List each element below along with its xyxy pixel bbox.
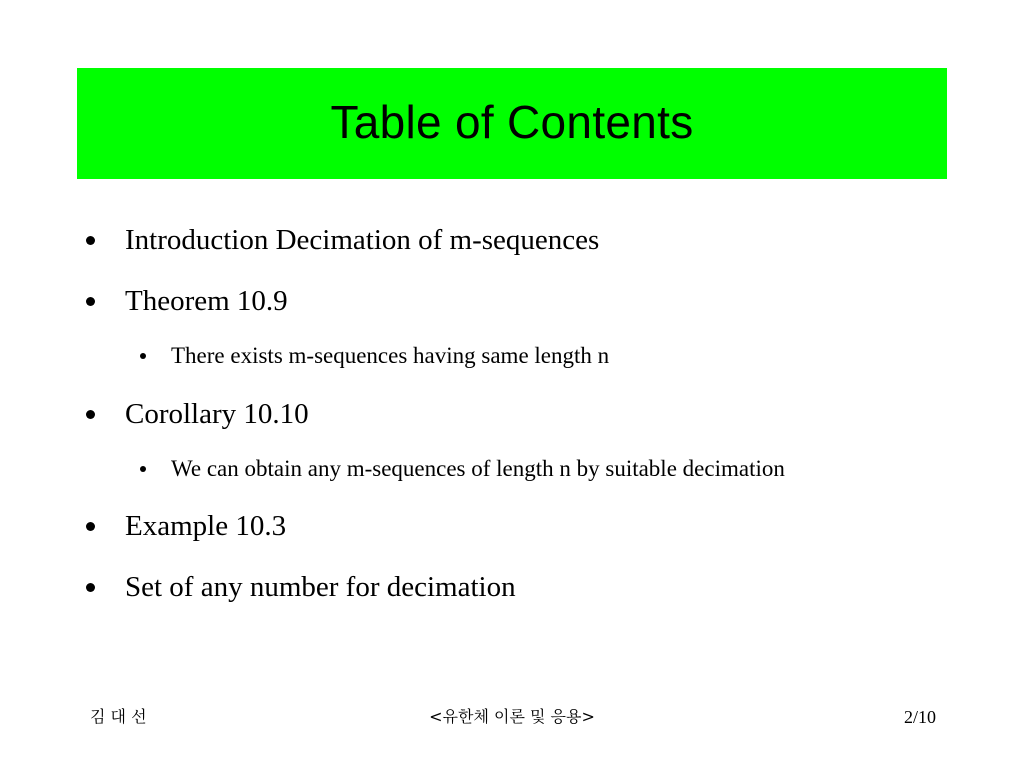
bullet-text: Corollary 10.10 xyxy=(125,398,309,430)
bullet-text: Example 10.3 xyxy=(125,510,287,542)
footer-course-title: <유한체 이론 및 응용> xyxy=(429,707,595,726)
bullet-item-corollary xyxy=(84,397,309,431)
bullet-icon xyxy=(86,410,95,419)
slide-title: Table of Contents xyxy=(330,95,694,148)
bullet-item-set xyxy=(84,570,516,604)
sub-bullet-text: We can obtain any m-sequences of length n by suitable decimation xyxy=(171,456,785,481)
bullet-icon xyxy=(86,297,95,306)
bullet-text: Theorem 10.9 xyxy=(125,285,288,317)
sub-bullet-icon xyxy=(140,353,146,359)
sub-bullet-text: There exists m-sequences having same length n xyxy=(171,343,610,368)
bullet-item-introduction xyxy=(84,223,599,257)
sub-bullet-item-corollary-detail xyxy=(136,455,785,483)
footer-page-number: 2/10 xyxy=(903,707,936,727)
bullet-icon xyxy=(86,522,95,531)
bullet-text: Set of any number for decimation xyxy=(125,571,516,603)
bullet-text: Introduction Decimation of m-sequences xyxy=(125,224,600,256)
bullet-icon xyxy=(86,236,95,245)
footer-author: 김 대 선 xyxy=(90,707,147,726)
sub-bullet-icon xyxy=(140,466,146,472)
bullet-item-example xyxy=(84,509,286,543)
bullet-item-theorem xyxy=(84,284,288,318)
bullet-icon xyxy=(86,583,95,592)
sub-bullet-item-theorem-detail xyxy=(136,342,609,370)
